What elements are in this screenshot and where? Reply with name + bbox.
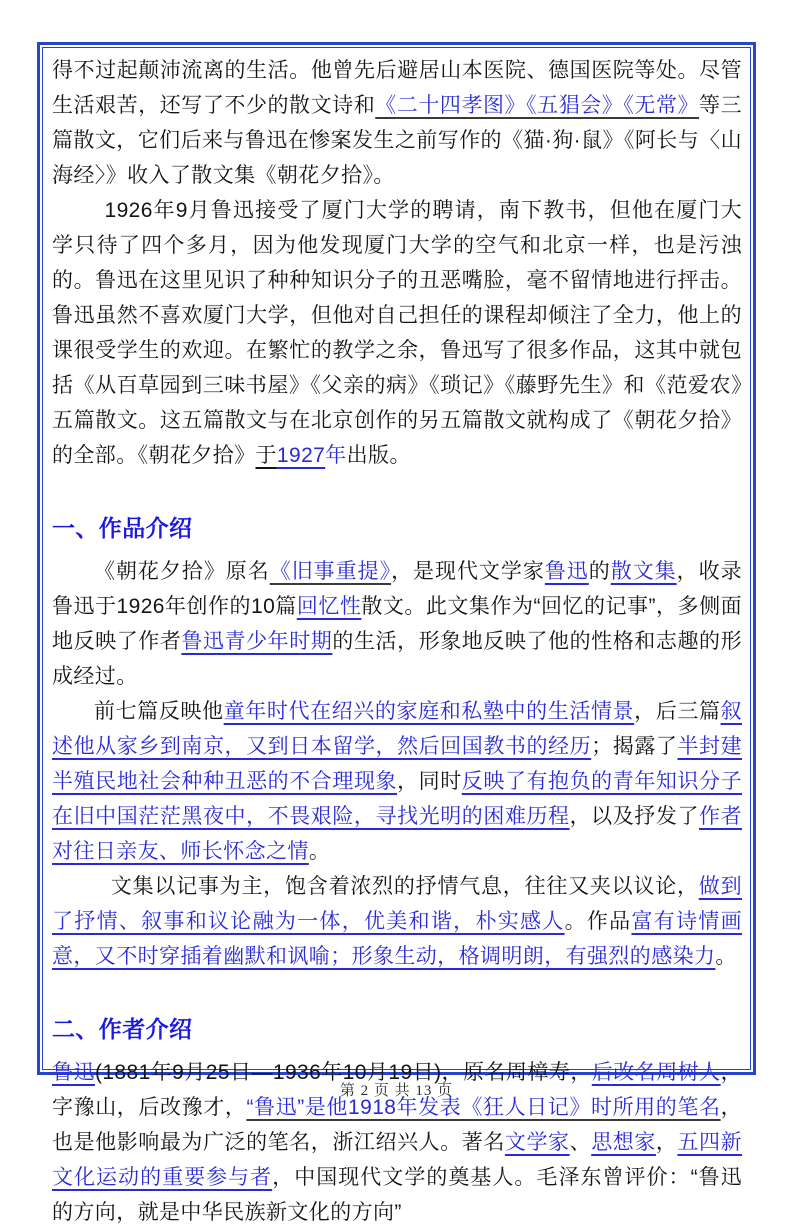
- text-run: ，收录鲁迅于1926年创作的10篇: [52, 560, 742, 618]
- paragraph: [52, 694, 742, 869]
- text-run: 的: [588, 560, 611, 583]
- text-run: ，以及抒发了: [569, 805, 700, 828]
- text-run: 于: [255, 444, 277, 467]
- text-run: 文集以记事为主，饱含着浓烈的抒情气息，往往又夹以议论，: [110, 875, 699, 898]
- hyperlink[interactable]: 《旧事重提》: [269, 560, 392, 583]
- paragraph: [52, 53, 742, 193]
- text-run: 。: [308, 840, 331, 863]
- hyperlink[interactable]: 文学家: [504, 1131, 570, 1154]
- text-run: 等三篇散文，它们后来与鲁迅在惨案发生之前写作的《猫·狗·鼠》《阿长与〈山海经〉》收入了散文集《朝花夕拾》。: [52, 94, 742, 187]
- hyperlink[interactable]: 五四新文化运动的重要参与者: [52, 1131, 743, 1189]
- hyperlink[interactable]: 作者对往日亲友、师长怀念之情: [52, 805, 742, 863]
- text-run: 散文。此文集作为“回忆的记事”，多侧面地反映了作者: [52, 595, 742, 653]
- paragraph: [52, 869, 742, 974]
- hyperlink[interactable]: 鲁迅: [52, 1061, 95, 1084]
- hyperlink[interactable]: 鲁迅青少年时期: [181, 630, 333, 653]
- text-run: ，中国现代文学的奠基人。毛泽东曾评价：“鲁迅的方向，就是中华民族新文化的方向”: [52, 1166, 743, 1224]
- text-run: 得不过起颠沛流离的生活。他曾先后避居山本医院、德国医院等处。尽管生活艰苦，还写了不少的散文诗和: [52, 59, 742, 117]
- hyperlink[interactable]: 做到了抒情、叙事和议论融为一体，优美和谐，朴实感人: [52, 875, 742, 933]
- text-run: 。作品: [564, 910, 632, 933]
- text-run: 1926年9月鲁迅接受了厦门大学的聘请，南下教书，但他在厦门大学只待了四个多月，因为他发现厦门大学的空气和北京一样，也是污浊的。鲁迅在这里见识了种种知识分子的丑恶嘴脸，毫不留情地进行抨击。鲁迅虽然不喜欢厦门大学，但他对自己担任的课程却倾注了全力，他上的课很受学生的欢迎。在繁忙的教学之余，鲁迅写了很多作品，这其中就包括《从百草园到三味书屋》《父亲的病》《琐记》《藤野先生》和《范爱农》五篇散文。这五篇散文与在北京创作的另五篇散文就构成了《朝花夕拾》的全部。《朝花夕拾》: [52, 199, 742, 467]
- text-run: ；揭露了: [591, 735, 678, 758]
- hyperlink[interactable]: 后改名周树人: [591, 1061, 721, 1084]
- text-run: 、: [569, 1131, 592, 1154]
- text-run: 前七篇反映他: [94, 700, 224, 723]
- hyperlink[interactable]: 反映了有抱负的青年知识分子在旧中国茫茫黑夜中，不畏艰险，寻找光明的困难历程: [52, 770, 742, 828]
- hyperlink[interactable]: 童年时代在绍兴的家庭和私塾中的生活情景: [223, 700, 635, 723]
- text-run: ，: [655, 1131, 678, 1154]
- text-run: ，后三篇: [634, 700, 721, 723]
- hyperlink[interactable]: 鲁迅: [544, 560, 589, 583]
- page-footer: [0, 1080, 793, 1102]
- section-heading: 二、作者介绍: [52, 1016, 193, 1042]
- hyperlink[interactable]: 半封建半殖民地社会种种丑恶的不合理现象: [52, 735, 743, 793]
- text-run: ，字豫山，后改豫才，: [52, 1061, 742, 1119]
- hyperlink[interactable]: 回忆性: [296, 595, 362, 618]
- hyperlink[interactable]: 思想家: [591, 1131, 656, 1154]
- hyperlink[interactable]: 1927: [276, 444, 326, 467]
- text-run: 的生活，形象地反映了他的性格和志趣的形成经过。: [52, 630, 742, 688]
- text-run: 出版。: [346, 444, 411, 467]
- text-run: (1881年9月25日—1936年10月19日)，原名周樟寿，: [94, 1061, 592, 1084]
- hyperlink[interactable]: 散文集: [610, 560, 677, 583]
- text-run: ，同时: [397, 770, 462, 793]
- hyperlink[interactable]: 《二十四孝图》《五猖会》《无常》: [375, 94, 700, 117]
- page-number-text: 第 2 页 共 13 页: [339, 1083, 454, 1099]
- text-run: 年: [325, 444, 347, 467]
- section-heading: 一、作品介绍: [52, 515, 193, 541]
- text-run: 《朝花夕拾》原名: [94, 560, 270, 583]
- hyperlink[interactable]: “鲁迅”是他1918年发表《狂人日记》时所用的笔名: [246, 1096, 721, 1119]
- hyperlink[interactable]: 富有诗情画意，又不时穿插着幽默和讽喻；形象生动，格调明朗，有强烈的感染力: [52, 910, 742, 968]
- text-run: ，也是他影响最为广泛的笔名，浙江绍兴人。著名: [52, 1096, 743, 1154]
- paragraph: [52, 554, 742, 694]
- hyperlink[interactable]: 叙述他从家乡到南京，又到日本留学，然后回国教书的经历: [52, 700, 742, 758]
- text-run: ，是现代文学家: [391, 560, 545, 583]
- text-run: 。: [715, 945, 737, 968]
- paragraph: [52, 193, 742, 473]
